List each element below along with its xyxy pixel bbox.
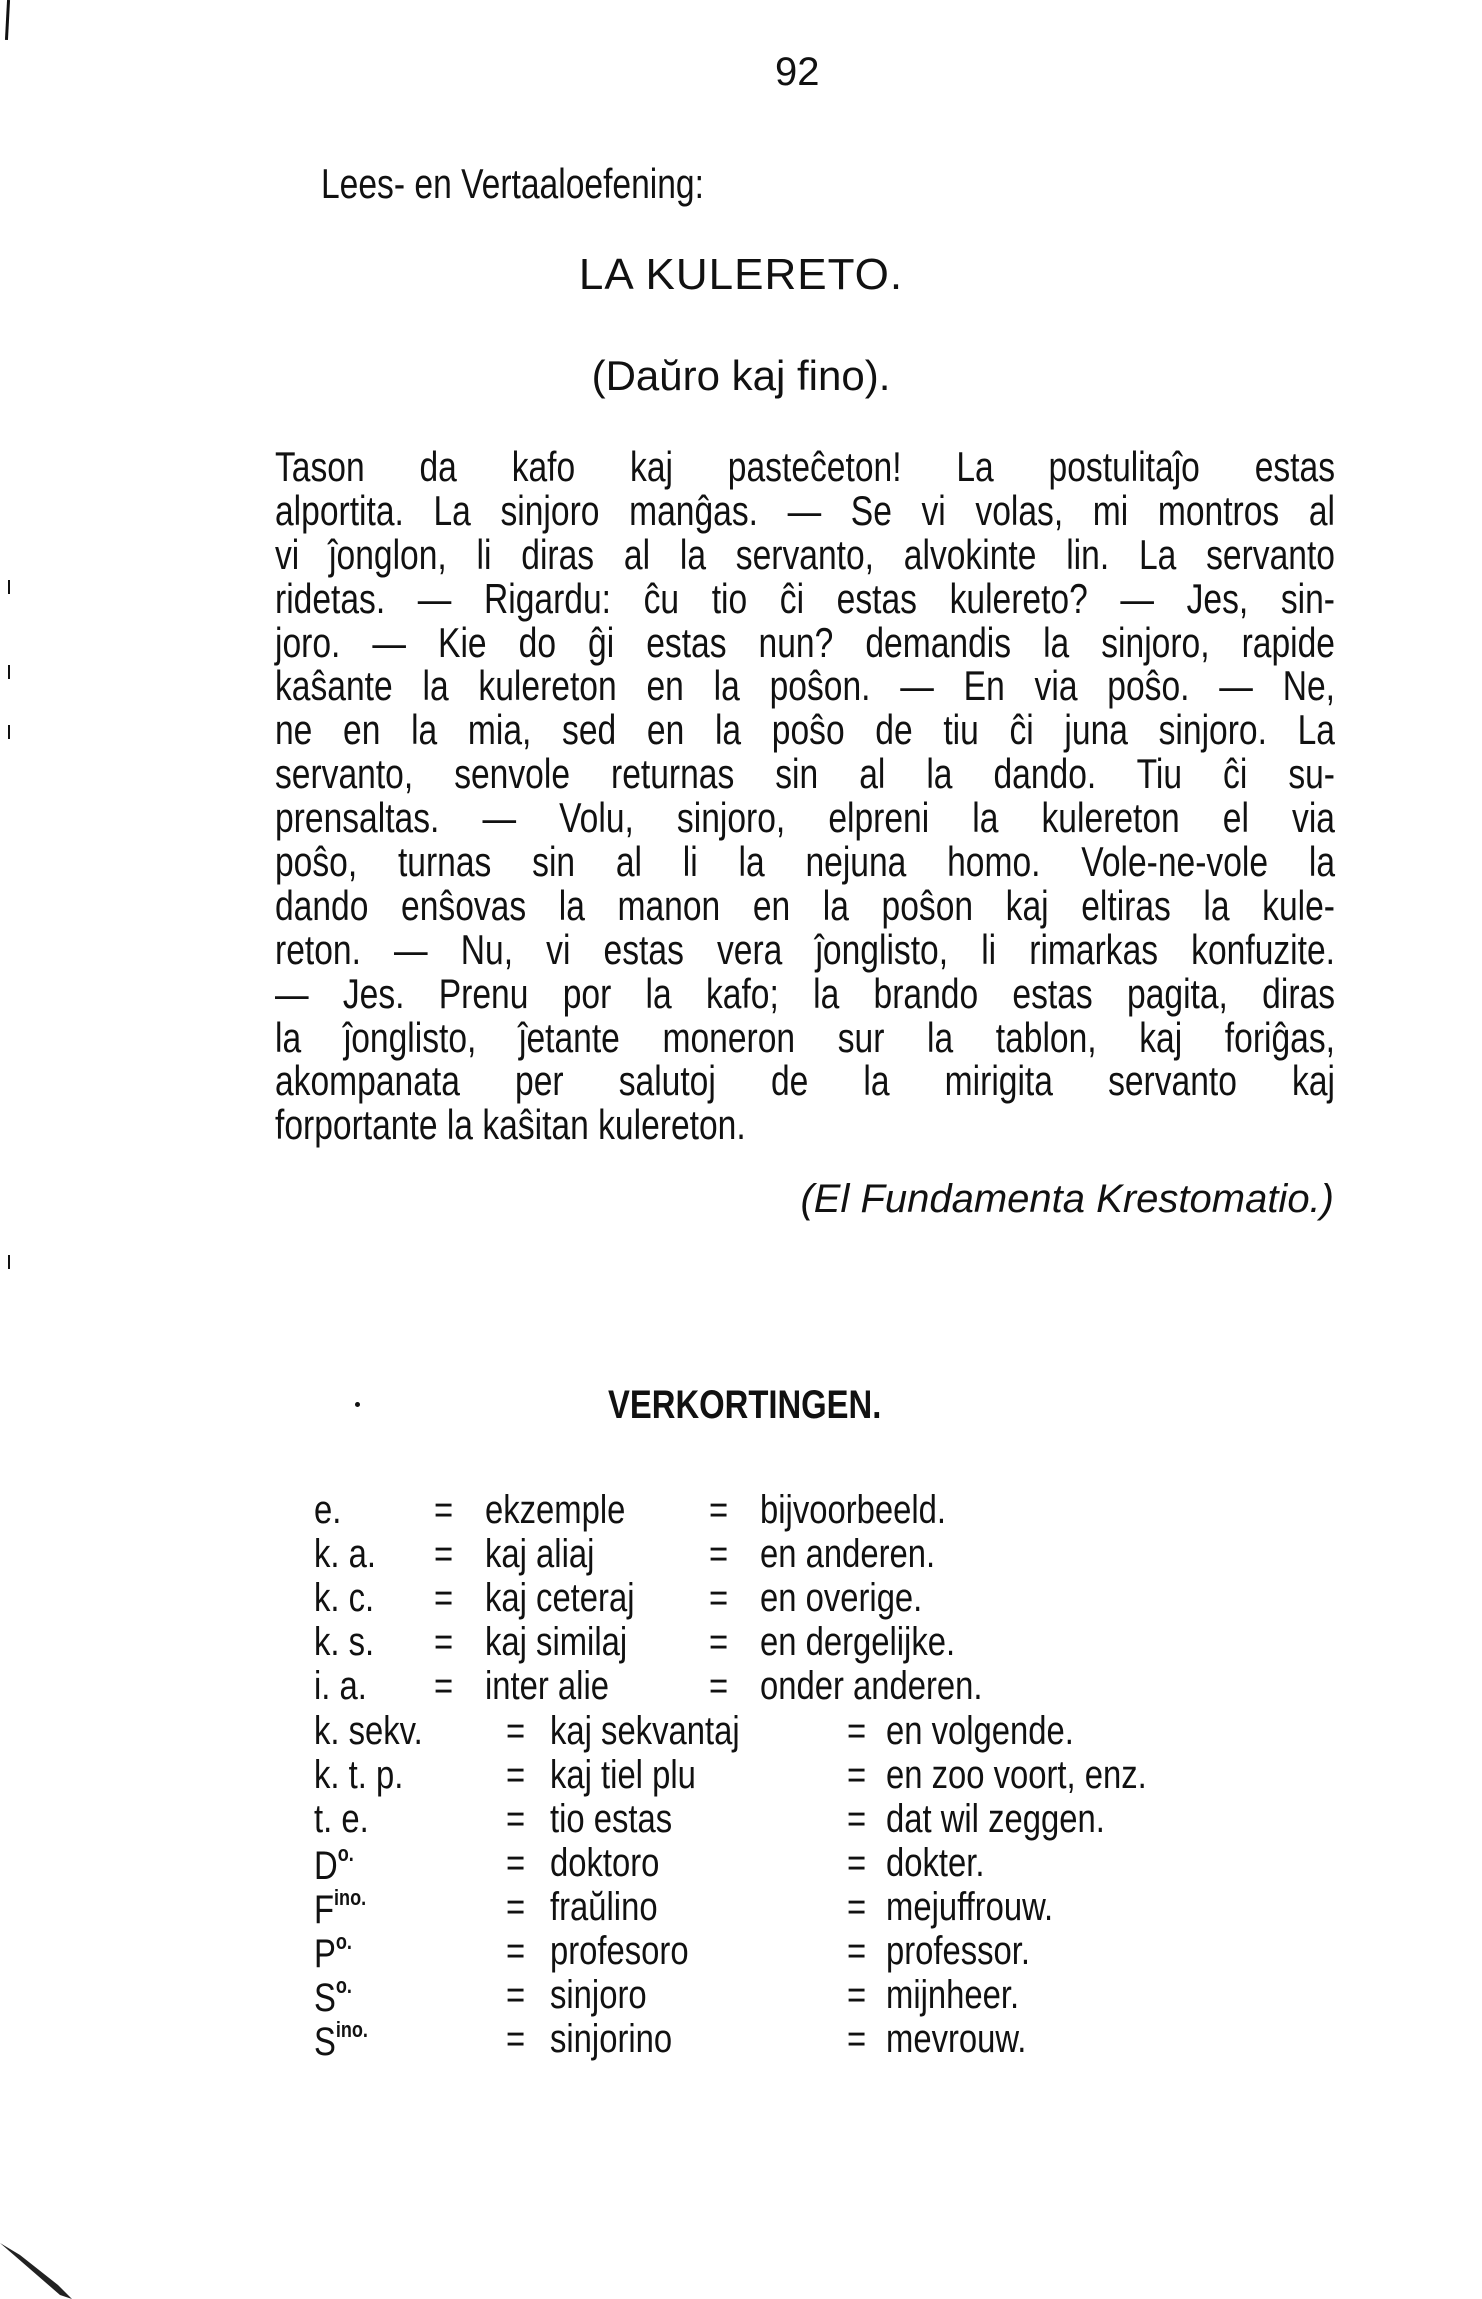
equals-sign: = (434, 1664, 454, 1709)
paragraph-line: la ĵonglisto, ĵetante moneron sur la tablon, kaj foriĝas, (275, 1013, 1335, 1061)
abbreviation-base: P (314, 1932, 336, 1976)
abbreviation-row (0, 1664, 1482, 1708)
equals-sign: = (709, 1664, 729, 1709)
abbreviation-row (0, 1797, 1482, 1841)
abbreviation-row (0, 1576, 1482, 1620)
abbreviation-base: e. (314, 1488, 342, 1532)
equals-sign: = (434, 1576, 454, 1621)
scan-edge-mark (8, 665, 10, 679)
equals-sign: = (434, 1532, 454, 1577)
abbreviation-base: k. s. (314, 1620, 375, 1665)
paragraph-line: dando enŝovas la manon en la poŝon kaj eltiras la kule- (275, 881, 1335, 929)
abbreviation (314, 1664, 367, 1709)
paragraph-line: akompanata per salutoj de la mirigita servanto kaj (275, 1057, 1335, 1105)
esperanto-term: ekzemple (485, 1488, 626, 1532)
equals-sign: = (847, 1708, 867, 1753)
abbreviation (314, 1488, 341, 1533)
equals-sign: = (506, 1973, 526, 2018)
abbreviation (314, 1929, 352, 1977)
abbreviations-title: VERKORTINGEN. (608, 1383, 882, 1427)
abbreviation-base: k. t. p. (314, 1752, 404, 1797)
page-number: 92 (775, 50, 820, 94)
scan-edge-mark (8, 725, 10, 739)
paragraph-line: servanto, senvole returnas sin al la dando. Tiu ĉi su- (275, 750, 1335, 798)
abbreviation-base: F (314, 1887, 335, 1932)
equals-sign: = (506, 1884, 526, 1929)
dutch-translation: mijnheer. (886, 1973, 1020, 2018)
dutch-translation: en overige. (760, 1576, 923, 1621)
attribution: (El Fundamenta Krestomatio.) (800, 1177, 1334, 1221)
abbreviation-superscript: ino. (334, 1884, 367, 1910)
scan-edge-mark (5, 0, 10, 40)
equals-sign: = (847, 1929, 867, 1973)
esperanto-term: kaj aliaj (485, 1532, 595, 1577)
story-title: LA KULERETO. (578, 250, 904, 299)
paragraph-line: kaŝante la kulereton en la poŝon. — En via poŝo. — Ne, (275, 662, 1335, 710)
dutch-translation: en volgende. (886, 1708, 1074, 1753)
equals-sign: = (709, 1532, 729, 1577)
abbreviation (314, 2017, 368, 2065)
abbreviation (314, 1532, 376, 1577)
dutch-translation: dokter. (886, 1840, 985, 1885)
abbreviation-base: S (314, 1976, 336, 2021)
equals-sign: = (709, 1620, 729, 1665)
equals-sign: = (434, 1620, 454, 1665)
esperanto-term: kaj sekvantaj (550, 1708, 740, 1753)
paragraph-line: ridetas. — Rigardu: ĉu tio ĉi estas kulereto? — Jes, sin- (275, 574, 1335, 622)
equals-sign: = (506, 1708, 526, 1753)
stray-dot (355, 1402, 360, 1407)
abbreviation-base: k. a. (314, 1532, 376, 1577)
paragraph-line: forportante la kaŝitan kulereton. (275, 1101, 746, 1149)
equals-sign: = (506, 1929, 526, 1973)
esperanto-term: fraŭlino (550, 1884, 658, 1929)
abbreviation (314, 1797, 369, 1842)
equals-sign: = (506, 2017, 526, 2062)
abbreviation-row (0, 1884, 1482, 1932)
paragraph-line: ne en la mia, sed en la poŝo de tiu ĉi juna sinjoro. La (275, 706, 1335, 754)
equals-sign: = (847, 1840, 867, 1885)
abbreviation-row (0, 1488, 1482, 1532)
dutch-translation: bijvoorbeeld. (760, 1488, 946, 1532)
abbreviation-row (0, 1709, 1482, 1753)
abbreviation-base: D (314, 1843, 338, 1888)
story-subtitle: (Daŭro kaj fino). (591, 352, 891, 399)
esperanto-term: inter alie (485, 1664, 609, 1709)
equals-sign: = (506, 1752, 526, 1797)
dutch-translation: mejuffrouw. (886, 1884, 1054, 1929)
abbreviation (314, 1576, 374, 1621)
paragraph-line: poŝo, turnas sin al li la nejuna homo. Vole-ne-vole la (275, 838, 1335, 886)
esperanto-term: kaj similaj (485, 1620, 628, 1665)
esperanto-term: sinjoro (550, 1973, 647, 2018)
abbreviation (314, 1709, 423, 1754)
scan-edge-mark (8, 580, 10, 594)
equals-sign: = (847, 1973, 867, 2018)
scan-edge-mark (8, 1255, 10, 1269)
equals-sign: = (847, 2017, 867, 2062)
dutch-translation: en zoo voort, enz. (886, 1752, 1147, 1797)
paragraph-line: prensaltas. — Volu, sinjoro, elpreni la kulereton el via (275, 794, 1335, 842)
paragraph-line: vi ĵonglon, li diras al la servanto, alvokinte lin. La servanto (275, 530, 1335, 578)
abbreviation-base: S (314, 2020, 336, 2065)
dutch-translation: en dergelijke. (760, 1620, 956, 1665)
abbreviation (314, 1885, 366, 1933)
paragraph-line: — Jes. Prenu por la kafo; la brando estas pagita, diras (275, 969, 1335, 1017)
esperanto-term: sinjorino (550, 2017, 673, 2062)
equals-sign: = (709, 1576, 729, 1621)
esperanto-term: kaj ceteraj (485, 1576, 635, 1621)
abbreviation-row (0, 1840, 1482, 1888)
exercise-heading: Lees- en Vertaaloefening: (321, 160, 704, 207)
abbreviation-base: k. sekv. (314, 1708, 423, 1753)
abbreviation-row (0, 1620, 1482, 1664)
abbreviation-superscript: o. (335, 1929, 352, 1954)
abbreviation-row (0, 1753, 1482, 1797)
esperanto-term: profesoro (550, 1929, 689, 1973)
equals-sign: = (709, 1488, 729, 1532)
abbreviation-base: t. e. (314, 1796, 369, 1841)
abbreviation-superscript: ino. (335, 2017, 368, 2043)
abbreviation-row (0, 1929, 1482, 1976)
dutch-translation: en anderen. (760, 1532, 936, 1577)
paragraph-line: Tason da kafo kaj pasteĉeton! La postulitaĵo estas (275, 443, 1335, 490)
esperanto-term: doktoro (550, 1840, 660, 1885)
dutch-translation: professor. (886, 1929, 1031, 1973)
dutch-translation: onder anderen. (760, 1664, 983, 1709)
equals-sign: = (847, 1796, 867, 1841)
abbreviation (314, 1841, 354, 1889)
paragraph-line: joro. — Kie do ĝi estas nun? demandis la sinjoro, rapide (275, 618, 1335, 666)
dutch-translation: mevrouw. (886, 2017, 1027, 2062)
paragraph-line: alportita. La sinjoro manĝas. — Se vi volas, mi montros al (275, 486, 1335, 534)
story-paragraph (275, 445, 1335, 1147)
equals-sign: = (506, 1840, 526, 1885)
abbreviation (314, 1973, 352, 2021)
esperanto-term: kaj tiel plu (550, 1752, 696, 1797)
abbreviation-row (0, 1532, 1482, 1576)
abbreviation-base: i. a. (314, 1664, 367, 1709)
scan-corner-mark (0, 2235, 80, 2299)
abbreviation-row (0, 1973, 1482, 2021)
paragraph-line: reton. — Nu, vi estas vera ĵonglisto, li rimarkas konfuzite. (275, 925, 1335, 973)
dutch-translation: dat wil zeggen. (886, 1796, 1105, 1841)
equals-sign: = (847, 1884, 867, 1929)
equals-sign: = (434, 1488, 454, 1532)
abbreviation-row (0, 2017, 1482, 2065)
abbreviation-base: k. c. (314, 1576, 375, 1621)
equals-sign: = (506, 1796, 526, 1841)
equals-sign: = (847, 1752, 867, 1797)
abbreviation-superscript: o. (335, 1973, 352, 1999)
abbreviation (314, 1620, 374, 1665)
abbreviation-superscript: o. (337, 1840, 354, 1866)
esperanto-term: tio estas (550, 1796, 673, 1841)
abbreviation (314, 1753, 403, 1798)
